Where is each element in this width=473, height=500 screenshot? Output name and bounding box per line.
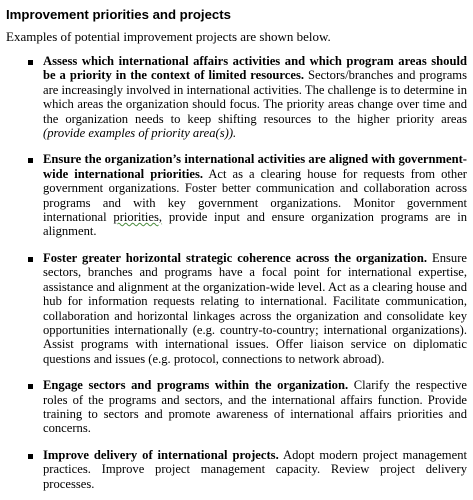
list-item-text xyxy=(43,54,467,140)
square-bullet-icon xyxy=(28,60,33,65)
list-item-align-activities xyxy=(6,152,467,238)
square-bullet-icon xyxy=(28,454,33,459)
list-item-text xyxy=(43,448,467,491)
list-item-engage-sectors xyxy=(6,378,467,436)
item-body: Sectors/branches and programs are increasingly involved in international activities. The challenge is to determine in which areas the organization should focus. The priority areas change over time and the organization needs to keep shifting resources to the higher priority areas xyxy=(43,68,468,126)
square-bullet-icon xyxy=(28,384,33,389)
item-title: Engage sectors and programs within the organization. xyxy=(43,378,349,393)
list-item-text xyxy=(43,378,467,436)
list-item-horizontal-coherence xyxy=(6,251,467,366)
item-title: Improve delivery of international projects. xyxy=(43,447,279,462)
list-item-text xyxy=(43,152,467,238)
item-note: (provide examples of priority area(s)). xyxy=(43,126,237,141)
improvement-project-list xyxy=(6,54,467,491)
list-item-text xyxy=(43,251,467,366)
square-bullet-icon xyxy=(28,158,33,163)
intro-text: Examples of potential improvement projects are shown below. xyxy=(6,29,331,44)
item-title: Assess which international affairs activities and which program areas should be a priority in the context of limited resources. xyxy=(43,54,467,83)
list-item-project-delivery xyxy=(6,448,467,491)
item-body: Adopt modern project management practices. Improve project management capacity. Review project delivery processes. xyxy=(43,447,467,491)
item-body: Clarify the respective roles of the programs and sectors, and the international affairs function. Provide training to sectors and promote awareness of international affairs priorities and concerns. xyxy=(43,378,467,436)
item-title: Foster greater horizontal strategic coherence across the organization. xyxy=(43,250,427,265)
item-body-part-1: Act as a clearing house for requests from other government organizations. Foster better communication and collaboration across programs and with key government organizations. Monitor government international xyxy=(43,166,467,225)
item-title: Ensure the organization’s international activities are aligned with government-wide international priorities. xyxy=(43,152,467,181)
item-body-part-2: provide input and ensure organization programs are in alignment. xyxy=(43,210,467,239)
list-item-assess-priorities xyxy=(6,54,467,140)
grammar-marked-word: priorities, xyxy=(113,210,163,225)
square-bullet-icon xyxy=(28,257,33,262)
section-heading: Improvement priorities and projects xyxy=(6,7,231,22)
item-body: Ensure sectors, branches and programs have a focal point for international expertise, assistance and alignment at the organization-wide level. Act as a clearing house and hub for information requests relating to international. Facilitate communication, collaboration and horizontal linkages across the organization and consolidate key opportunities internationally (e.g. country-to-country; international organizations). Assist programs with international issues. Offer liaison service on diplomatic questions and issues (e.g. protocol, connections to network abroad). xyxy=(43,250,467,366)
